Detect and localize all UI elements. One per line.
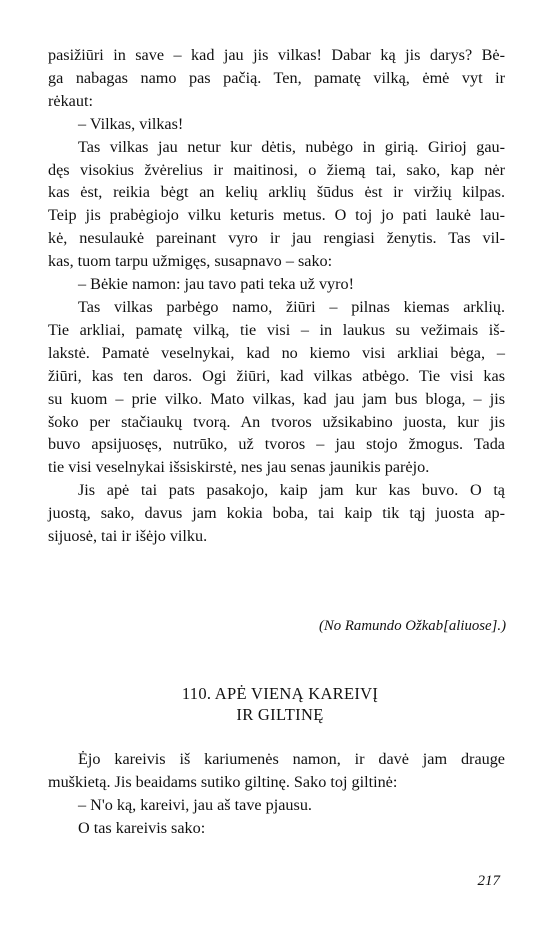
chapter-title xyxy=(0,683,560,725)
text-line: kas, tuom tarpu užmigęs, susapnavo – sako: xyxy=(48,252,333,271)
text-line: pasižiūri in save – kad jau jis vilkas! Dabar ką jis darys? Bė- xyxy=(48,46,505,64)
text-line: lakstė. Pamatė veselnykai, kad no kiemo visi arkliai bėga, – xyxy=(48,343,505,362)
text-line: Tas vilkas parbėgo namo, žiūri – pilnas kiemas arklių. xyxy=(78,297,505,316)
text-line: ga nabagas namo pas pačią. Ten, pamatę vilką, ėmė vyt ir xyxy=(48,68,505,87)
text-line: juostą, sako, davus jam kokia boba, tai kaip tik tąj juosta ap- xyxy=(48,504,505,523)
text-line: Tie arkliai, pamatę vilką, tie visi – in laukus su vežimais iš- xyxy=(48,320,505,339)
text-line: buvo apsijuosęs, nutrūko, už tvoros – jau stojo žmogus. Tada xyxy=(48,435,505,454)
text-line: sijuosė, tai ir išėjo vilku. xyxy=(48,527,208,546)
source-attribution: (No Ramundo Ožkab[aliuose].) xyxy=(318,618,506,634)
text-line: – Vilkas, vilkas! xyxy=(78,114,184,133)
page-number: 217 xyxy=(477,873,500,889)
text-line: Tas vilkas jau netur kur dėtis, nubėgo in girią. Girioj gau- xyxy=(78,137,505,156)
text-line: kė, nesulaukė pareinant vyro ir jau rengiasi ženytis. Tas vil- xyxy=(48,229,505,248)
text-line: rėkaut: xyxy=(48,91,93,110)
text-line: O tas kareivis sako: xyxy=(78,818,206,837)
text-line: – N'o ką, kareivi, jau aš tave pjausu. xyxy=(78,795,312,814)
text-line: – Bėkie namon: jau tavo pati teka už vyro! xyxy=(78,275,355,294)
story-ending-text xyxy=(48,44,505,548)
text-line: kas ėst, reikia bėgt an kelių arklių šūdus ėst ir viržių kilpas. xyxy=(48,183,505,202)
text-line: Jis apė tai pats pasakojo, kaip jam kur kas buvo. O tą xyxy=(78,481,505,500)
text-line: Ėjo kareivis iš kariumenės namon, ir davė jam drauge xyxy=(78,750,505,768)
story-beginning-text xyxy=(48,748,505,840)
text-line: su kuom – prie vilko. Mato vilkas, kad jau jam bus bloga, – jis xyxy=(48,389,505,408)
chapter-title-line-1: 110. APĖ VIENĄ KAREIVĮ xyxy=(181,684,379,703)
text-line: dęs visokius žvėrelius ir maitinosi, o žiemą tai, sako, kap nėr xyxy=(48,160,505,179)
chapter-title-line-2: IR GILTINĘ xyxy=(236,705,324,724)
text-line: Teip jis prabėgiojo vilku keturis metus. O toj jo pati laukė lau- xyxy=(48,206,505,225)
text-line: šoko per stačiaukų tvorą. An tvoros užsikabino juosta, kur jis xyxy=(48,412,505,431)
text-line: žiūri, kas ten daros. Ogi žiūri, kad vilkas atbėgo. Tie visi kas xyxy=(48,366,505,385)
text-line: muškietą. Jis beaidams sutiko giltinę. Sako toj giltinė: xyxy=(48,772,398,791)
text-line: tie visi veselnykai išsiskirstė, nes jau senas jaunikis parėjo. xyxy=(48,458,430,477)
